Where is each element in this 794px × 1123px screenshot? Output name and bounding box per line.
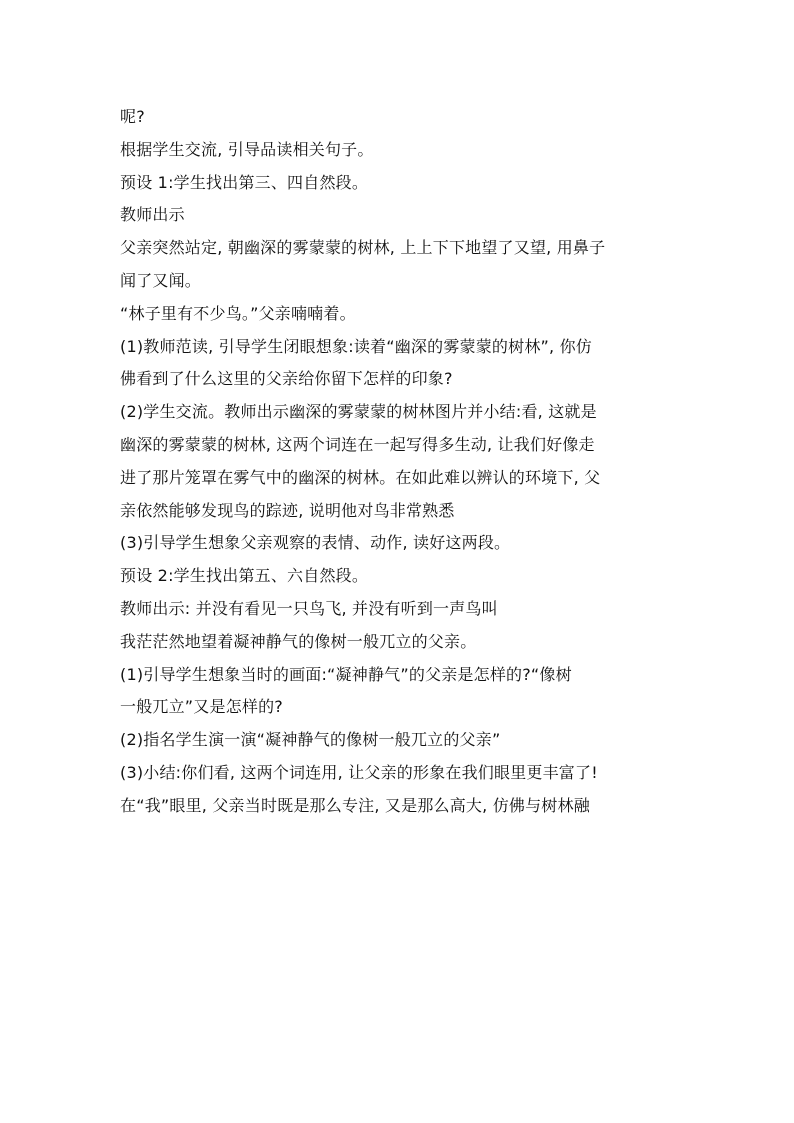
text-line: (3)小结:你们看, 这两个词连用, 让父亲的形象在我们眼里更丰富了!	[120, 762, 598, 782]
text-line: 进了那片笼罩在雾气中的幽深的树林。在如此难以辨认的环境下, 父	[120, 467, 601, 487]
text-line: 佛看到了什么这里的父亲给你留下怎样的印象?	[120, 369, 453, 389]
text-line: 幽深的雾蒙蒙的树林, 这两个词连在一起写得多生动, 让我们好像走	[120, 434, 595, 454]
text-line: 亲依然能够发现鸟的踪迹, 说明他对鸟非常熟悉	[120, 500, 455, 520]
document-body	[120, 101, 680, 823]
text-line: 预设 1:学生找出第三、四自然段。	[120, 172, 369, 192]
text-line: 预设 2:学生找出第五、六自然段。	[120, 566, 369, 586]
text-line: (1)引导学生想象当时的画面:“凝神静气”的父亲是怎样的?“像树	[120, 664, 572, 684]
text-line: 在“我”眼里, 父亲当时既是那么专注, 又是那么高大, 仿佛与树林融	[120, 795, 590, 815]
text-line: 教师出示: 并没有看见一只鸟飞, 并没有听到一声鸟叫	[120, 598, 498, 618]
text-line: 父亲突然站定, 朝幽深的雾蒙蒙的树林, 上上下下地望了又望, 用鼻子	[120, 238, 606, 258]
text-line: 呢?	[120, 107, 145, 126]
text-line: “林子里有不少鸟。”父亲喃喃着。	[120, 303, 356, 323]
text-line: 一般兀立”又是怎样的?	[120, 697, 283, 717]
text-line: 根据学生交流, 引导品读相关句子。	[120, 139, 374, 159]
text-line: 教师出示	[120, 205, 185, 225]
text-line: (2)指名学生演一演“凝神静气的像树一般兀立的父亲”	[120, 730, 501, 750]
text-line: 我茫茫然地望着凝神静气的像树一般兀立的父亲。	[120, 631, 477, 651]
text-line: 闻了又闻。	[120, 270, 202, 290]
text-line: (3)引导学生想象父亲观察的表情、动作, 读好这两段。	[120, 533, 511, 553]
text-line: (2)学生交流。教师出示幽深的雾蒙蒙的树林图片并小结:看, 这就是	[120, 402, 597, 422]
text-line: (1)教师范读, 引导学生闭眼想象:读着“幽深的雾蒙蒙的树林”, 你仿	[120, 336, 592, 356]
